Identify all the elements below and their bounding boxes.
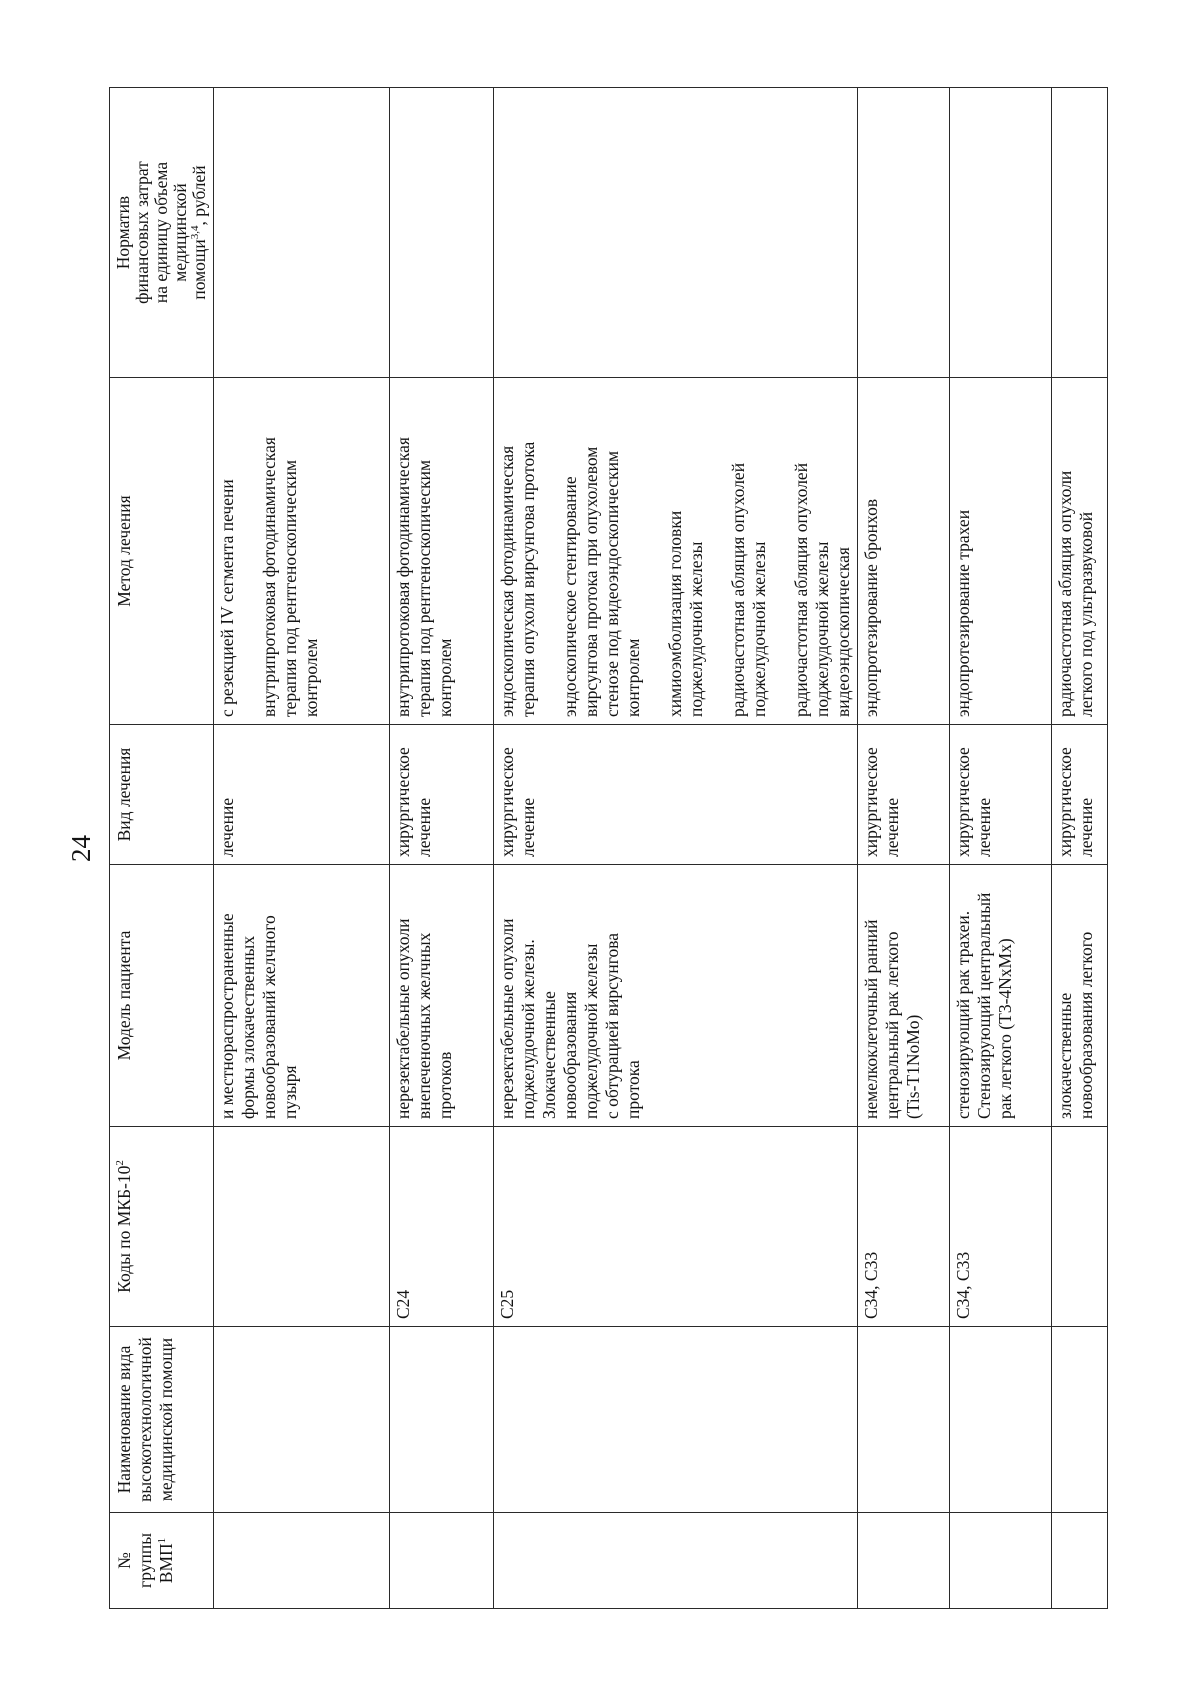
cell-group-number — [390, 1513, 494, 1609]
header-group-number: № группы ВМП$^1$ — [110, 1513, 214, 1609]
cell-treatment-method: внутрипротоковая фотодинамическая терапия под рентгеноскопическим контролем — [390, 378, 494, 725]
cell-treatment-method: радиочастотная абляция опухоли легкого под ультразвуковой — [1052, 378, 1108, 725]
cell-treatment-method: эндопротезирование трахеи — [950, 378, 1052, 725]
page-number: 24 — [66, 835, 96, 862]
header-treatment-method: Метод лечения — [110, 378, 214, 725]
cell-icd-codes: C34, C33 — [858, 1127, 950, 1327]
cell-care-name — [858, 1327, 950, 1513]
header-treatment-kind: Вид лечения — [110, 725, 214, 865]
cell-treatment-kind: хирургическое лечение — [858, 725, 950, 865]
cell-group-number — [950, 1513, 1052, 1609]
cell-treatment-method: эндоскопическая фотодинамическая терапия опухоли вирсунгова протока эндоскопическое стентирование вирсунгова протока при опухолевом стенозе под видеоэндоскопическим контролем химиоэмболизация головки поджелудочной железы радиочастотная абляция опухолей поджелудочной железы радиочастотная абляция опухолей поджелудочной железы видеоэндоскопическая — [494, 378, 858, 725]
cell-group-number — [1052, 1513, 1108, 1609]
cell-patient-model: нерезектабельные опухоли внепеченочных желчных протоков — [390, 865, 494, 1127]
cell-cost-norm — [858, 88, 950, 378]
cell-patient-model: нерезектабельные опухоли поджелудочной железы. Злокачественные новообразования поджелудочной железы с обтурацией вирсунгова протока — [494, 865, 858, 1127]
cell-group-number — [494, 1513, 858, 1609]
cell-treatment-method: эндопротезирование бронхов — [858, 378, 950, 725]
header-row — [110, 88, 214, 1609]
cell-icd-codes — [214, 1127, 390, 1327]
cell-patient-model: и местнораспространенные формы злокачественных новообразований желчного пузыря — [214, 865, 390, 1127]
cell-group-number — [214, 1513, 390, 1609]
header-icd-codes: Коды по МКБ-$10^2$ — [110, 1127, 214, 1327]
cell-care-name — [1052, 1327, 1108, 1513]
cell-treatment-kind: хирургическое лечение — [494, 725, 858, 865]
cell-treatment-kind: хирургическое лечение — [390, 725, 494, 865]
cell-cost-norm — [950, 88, 1052, 378]
cell-patient-model: стенозирующий рак трахеи. Стенозирующий центральный рак легкого (T3-4NxMx) — [950, 865, 1052, 1127]
cell-treatment-kind: лечение — [214, 725, 390, 865]
table-row — [950, 88, 1052, 1609]
table-row — [858, 88, 950, 1609]
cell-treatment-method: с резекцией IV сегмента печени внутрипротоковая фотодинамическая терапия под рентгеноскопическим контролем — [214, 378, 390, 725]
table-row — [494, 88, 858, 1609]
cell-group-number — [858, 1513, 950, 1609]
table-row — [1052, 88, 1108, 1609]
treatment-table — [109, 87, 1108, 1609]
cell-care-name — [950, 1327, 1052, 1513]
cell-treatment-kind: хирургическое лечение — [950, 725, 1052, 865]
cell-icd-codes: C24 — [390, 1127, 494, 1327]
cell-cost-norm — [214, 88, 390, 378]
cell-care-name — [494, 1327, 858, 1513]
table-row — [214, 88, 390, 1609]
table-row — [390, 88, 494, 1609]
cell-icd-codes: C25 — [494, 1127, 858, 1327]
cell-icd-codes — [1052, 1127, 1108, 1327]
cell-patient-model: злокачественные новообразования легкого — [1052, 865, 1108, 1127]
header-patient-model: Модель пациента — [110, 865, 214, 1127]
cell-icd-codes: C34, C33 — [950, 1127, 1052, 1327]
header-cost-norm: Норматив финансовых затрат на единицу объема медицинской помощи$^{3,4}$, рублей — [110, 88, 214, 378]
cell-cost-norm — [390, 88, 494, 378]
cell-patient-model: немелкоклеточный ранний центральный рак легкого (Tis-T1NoMo) — [858, 865, 950, 1127]
cell-cost-norm — [1052, 88, 1108, 378]
header-care-name: Наименование вида высокотехнологичной медицинской помощи — [110, 1327, 214, 1513]
cell-care-name — [214, 1327, 390, 1513]
cell-treatment-kind: хирургическое лечение — [1052, 725, 1108, 865]
cell-cost-norm — [494, 88, 858, 378]
cell-care-name — [390, 1327, 494, 1513]
